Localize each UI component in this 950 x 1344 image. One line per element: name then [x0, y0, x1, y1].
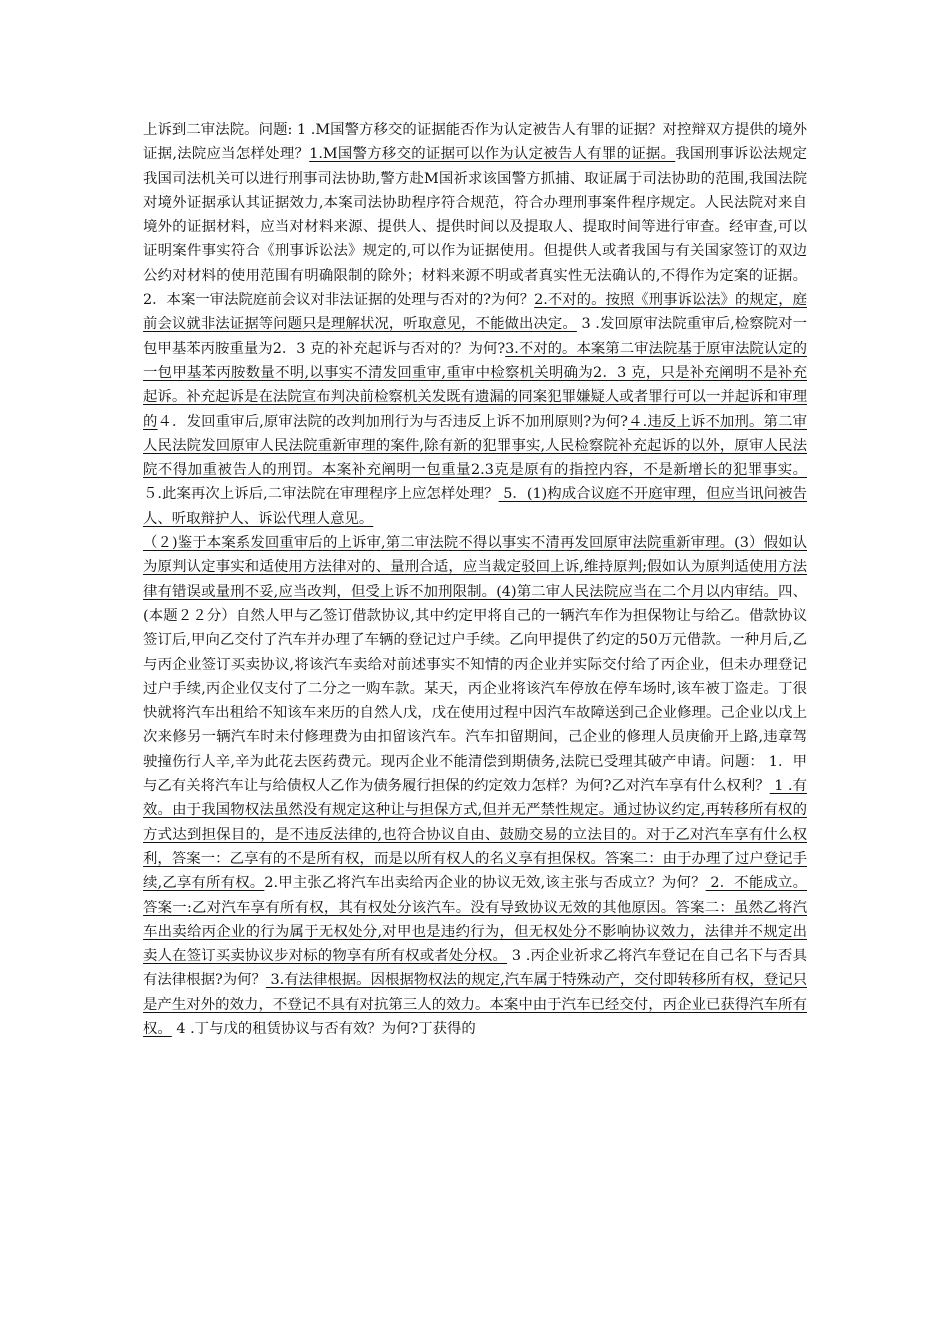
question-text: 3 .丙企业祈求乙将汽车登记在自己名下与否具有法律根据?为何？ [143, 948, 807, 989]
answer-text: 1 .有效。由于我国物权法虽然没有规定这种让与担保方式,但并无严禁性规定。通过协议约定,再转移所有权的方式达到担保目的，是不违反法律的,也符合协议自由、鼓励交易的立法目的。对于乙对汽车享有什么权利，答案一：乙享有的不是所有权，而是以所有权人的名义享有担保权。答案二：由于办理了过户登记手续,乙享有所有权。 [143, 778, 808, 892]
answer-text: 3.不对的。本案第二审法院基于原审法院认定的一包甲基苯丙胺数量不明,以事实不清发回重审,重审中检察机关明确为2．3 克，只是补充阐明不是补充起诉。补充起诉是在法院宣布判决前检察机关发既有遗漏的同案犯罪嫌疑人或者罪行可以一并起诉和审理的 [143, 340, 808, 430]
paragraph [143, 531, 807, 1041]
answer-text: 2.不对的。按照《刑事诉讼法》的规定，庭前会议就非法证据等问题只是理解状况，听取意见，不能做出决定。 [143, 292, 807, 333]
question-text: ４．发回重审后,原审法院的改判加刑行为与否违反上诉不加刑原则?为何? [157, 413, 629, 430]
answer-text: 1.M国警方移交的证据可以作为认定被告人有罪的证据。 [309, 146, 676, 163]
question-text: ５.此案再次上诉后,二审法院在审理程序上应怎样处理？ [143, 486, 499, 503]
answer-text: 3.有法律根据。因根据物权法的规定,汽车属于特殊动产，交付即转移所有权，登记只是产生对外的效力，不登记不具有对抗第三人的效力。本案中由于汽车已经交付，丙企业已获得汽车所有权。 [143, 972, 807, 1037]
question-text: 上诉到二审法院。问题: 1 .M国警方移交的证据能否作为认定被告人有罪的证据？对控辩双方提供的境外证据,法院应当怎样处理？ [143, 122, 807, 163]
answer-text: 2．不能成立。答案一:乙对汽车享有所有权，其有权处分该汽车。没有导致协议无效的其他原因。答案二：虽然乙将汽车出卖给丙企业的行为属于无权处分,对甲也是违约行为，但无权处分不影响协议效力，法律并不规定出卖人在签订买卖协议步对标的物享有所有权或者处分权。 [143, 875, 807, 965]
question-text: 我国刑事诉讼法规定我国司法机关可以进行刑事司法协助,警方赴M国祈求该国警方抓捕、取证属于司法协助的范围,我国法院对境外证据承认其证据效力,本案司法协助程序符合规范，符合办理刑事案件程序规定。人民法院对来自境外的证据材料，应当对材料来源、提供人、提供时间以及提取人、提取时间等进行审查。经审查,可以证明案件事实符合《刑事诉讼法》规定的,可以作为证据使用。但提供人或者我国与有关国家签订的双边公约对材料的使用范围有明确限制的除外；材料来源不明或者真实性无法确认的,不得作为定案的证据。2．本案一审法院庭前会议对非法证据的处理与否对的?为何？ [143, 146, 807, 309]
answer-text: （２)鉴于本案系发回重审后的上诉审,第二审法院不得以事实不清再发回原审法院重新审理。(3）假如认为原判认定事实和适使用方法律对的、量刑合适，应当裁定驳回上诉,维持原判;假如认为原判适使用方法律有错误或量刑不妥,应当改判，但受上诉不加刑限制。(4)第二审人民法院应当在二个月以内审结。 [143, 535, 807, 600]
question-text: 2.甲主张乙将汽车出卖给丙企业的协议无效,该主张与否成立？为何？ [264, 875, 706, 892]
question-text: 3 .发回原审法院重审后,检察院对一包甲基苯丙胺重量为2．3 克的补充起诉与否对的？为何? [143, 316, 807, 357]
answer-text: ４.违反上诉不加刑。第二审人民法院发回原审人民法院重新审理的案件,除有新的犯罪事实,人民检察院补充起诉的以外，原审人民法院不得加重被告人的刑罚。本案补充阐明一包重量2.3克是原有的指控内容，不是新增长的犯罪事实。 [143, 413, 807, 479]
document-body [143, 118, 807, 1041]
question-text: 四、(本题２２分）自然人甲与乙签订借款协议,其中约定甲将自己的一辆汽车作为担保物让与给乙。借款协议签订后,甲向乙交付了汽车并办理了车辆的登记过户手续。乙向甲提供了约定的50万元借款。一种月后,乙与丙企业签订买卖协议,将该汽车卖给对前述事实不知情的丙企业并实际交付给了丙企业，但未办理登记过户手续,丙企业仅支付了二分之一购车款。某天，丙企业将该汽车停放在停车场时,该车被丁盗走。丁很快就将汽车出租给不知该车来历的自然人戊，戊在使用过程中因汽车故障送到己企业修理。己企业以戊上次来修另一辆汽车时未付修理费为由扣留该汽车。汽车扣留期间，己企业的修理人员庚偷开上路,违章驾驶撞伤行人辛,辛为此花去医药费元。现丙企业不能清偿到期债务,法院已受理其破产申请。问题： 1．甲与乙有关将汽车让与给债权人乙作为债务履行担保的约定效力怎样？为何?乙对汽车享有什么权利？ [143, 583, 807, 795]
paragraph [143, 118, 807, 531]
answer-text: 5．(1)构成合议庭不开庭审理，但应当讯问被告人、听取辩护人、诉讼代理人意见。 [143, 486, 807, 527]
question-text: 4 .丁与戊的租赁协议与否有效？为何?丁获得的 [171, 1020, 476, 1037]
